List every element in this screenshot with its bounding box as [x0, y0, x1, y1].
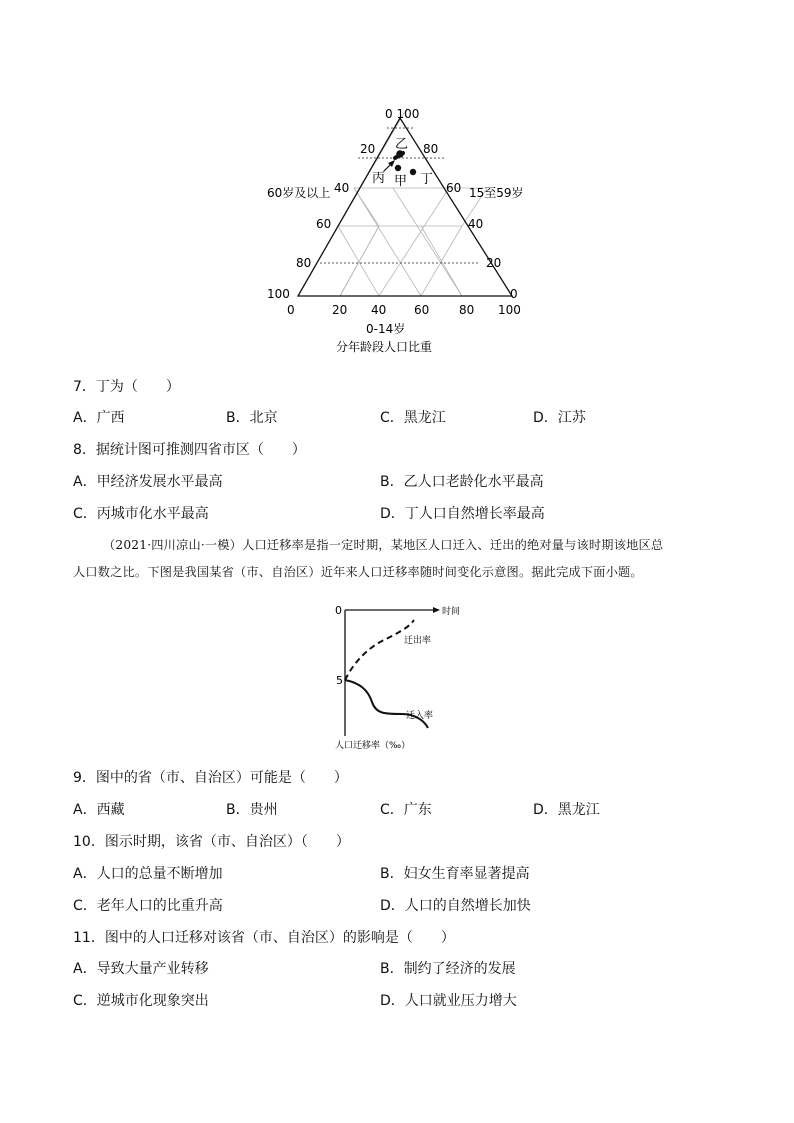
- out-rate-label: 迁出率: [404, 636, 432, 646]
- q9-option-c[interactable]: C．广东: [380, 802, 432, 818]
- q11-option-b[interactable]: B．制约了经济的发展: [380, 961, 516, 977]
- left-axis-label: 60岁及以上: [267, 186, 331, 200]
- passage-line-2: 人口数之比。下图是我国某省（市、自治区）近年来人口迁移率随时间变化示意图。据此完成下面小题。: [73, 565, 643, 579]
- ternary-age-structure-chart: [250, 100, 550, 362]
- origin-label: 0: [335, 604, 342, 617]
- question-8-stem: 8．据统计图可推测四省市区（ ）: [73, 442, 306, 458]
- left-tick-label: 80: [296, 256, 312, 270]
- bottom-axis-label: 0-14岁: [366, 322, 406, 336]
- question-11-stem: 11．图中的人口迁移对该省（市、自治区）的影响是（ ）: [73, 930, 455, 946]
- question-7-stem: 7．丁为（ ）: [73, 379, 180, 395]
- chart-caption: 分年龄段人口比重: [336, 340, 433, 354]
- bottom-tick-label: 60: [414, 303, 430, 317]
- q7-option-b[interactable]: B．北京: [226, 410, 278, 426]
- point-label-yi: 乙: [395, 137, 409, 152]
- left-tick-label: 100: [267, 287, 290, 301]
- right-tick-label: 60: [446, 181, 462, 195]
- left-tick-label: 20: [360, 142, 376, 156]
- q9-option-b[interactable]: B．贵州: [226, 802, 278, 818]
- q11-option-a[interactable]: A．导致大量产业转移: [73, 961, 209, 977]
- left-tick-label: 60: [316, 217, 332, 231]
- passage-line-1: （2021·四川凉山·一模）人口迁移率是指一定时期，某地区人口迁入、迁出的绝对量与该时期该地区总: [103, 538, 664, 552]
- bottom-tick-label: 0: [287, 303, 295, 317]
- question-10-stem: 10．图示时期，该省（市、自治区）（ ）: [73, 834, 350, 850]
- q8-option-d[interactable]: D．丁人口自然增长率最高: [380, 506, 545, 522]
- q11-option-d[interactable]: D．人口就业压力增大: [380, 993, 517, 1009]
- q8-option-a[interactable]: A．甲经济发展水平最高: [73, 474, 223, 490]
- bottom-tick-label: 80: [459, 303, 475, 317]
- q9-option-d[interactable]: D．黑龙江: [533, 802, 600, 818]
- right-tick-label: 40: [468, 217, 484, 231]
- q10-option-a[interactable]: A．人口的总量不断增加: [73, 866, 223, 882]
- q11-option-c[interactable]: C．逆城市化现象突出: [73, 993, 209, 1009]
- q8-option-b[interactable]: B．乙人口老龄化水平最高: [380, 474, 544, 490]
- right-tick-label: 20: [486, 256, 502, 270]
- y-tick-label: 5: [336, 674, 343, 687]
- ternary-grid: [338, 108, 487, 296]
- right-axis-label: 15至59岁: [469, 186, 524, 200]
- x-axis-label: 时间: [442, 607, 461, 617]
- right-tick-label: 0: [510, 287, 518, 301]
- in-rate-label: 迁入率: [406, 711, 434, 721]
- q10-option-c[interactable]: C．老年人口的比重升高: [73, 898, 223, 914]
- point-jia: [395, 165, 401, 171]
- question-9-stem: 9．图中的省（市、自治区）可能是（ ）: [73, 770, 348, 786]
- y-axis-label: 人口迁移率（‰）: [335, 741, 411, 751]
- q10-option-d[interactable]: D．人口的自然增长加快: [380, 898, 531, 914]
- right-tick-label: 80: [423, 142, 439, 156]
- passage-intro: [73, 532, 723, 586]
- q10-option-b[interactable]: B．妇女生育率显著提高: [380, 866, 530, 882]
- bottom-tick-label: 40: [371, 303, 387, 317]
- point-label-jia: 甲: [394, 174, 408, 189]
- point-label-bing: 丙: [372, 171, 386, 186]
- point-label-ding: 丁: [420, 172, 434, 187]
- point-ding: [410, 169, 416, 175]
- q7-option-d[interactable]: D．江苏: [533, 410, 586, 426]
- x-axis-arrow: [433, 607, 440, 613]
- migration-rate-chart: [330, 598, 480, 753]
- bottom-tick-label: 100: [498, 303, 521, 317]
- left-tick-label: 40: [334, 181, 350, 195]
- apex-tick-label: 0 100: [385, 107, 420, 121]
- q7-option-a[interactable]: A．广西: [73, 410, 125, 426]
- q7-option-c[interactable]: C．黑龙江: [380, 410, 446, 426]
- out-migration-curve: [345, 620, 414, 680]
- bottom-tick-label: 20: [332, 303, 348, 317]
- q9-option-a[interactable]: A．西藏: [73, 802, 125, 818]
- q8-option-c[interactable]: C．丙城市化水平最高: [73, 506, 209, 522]
